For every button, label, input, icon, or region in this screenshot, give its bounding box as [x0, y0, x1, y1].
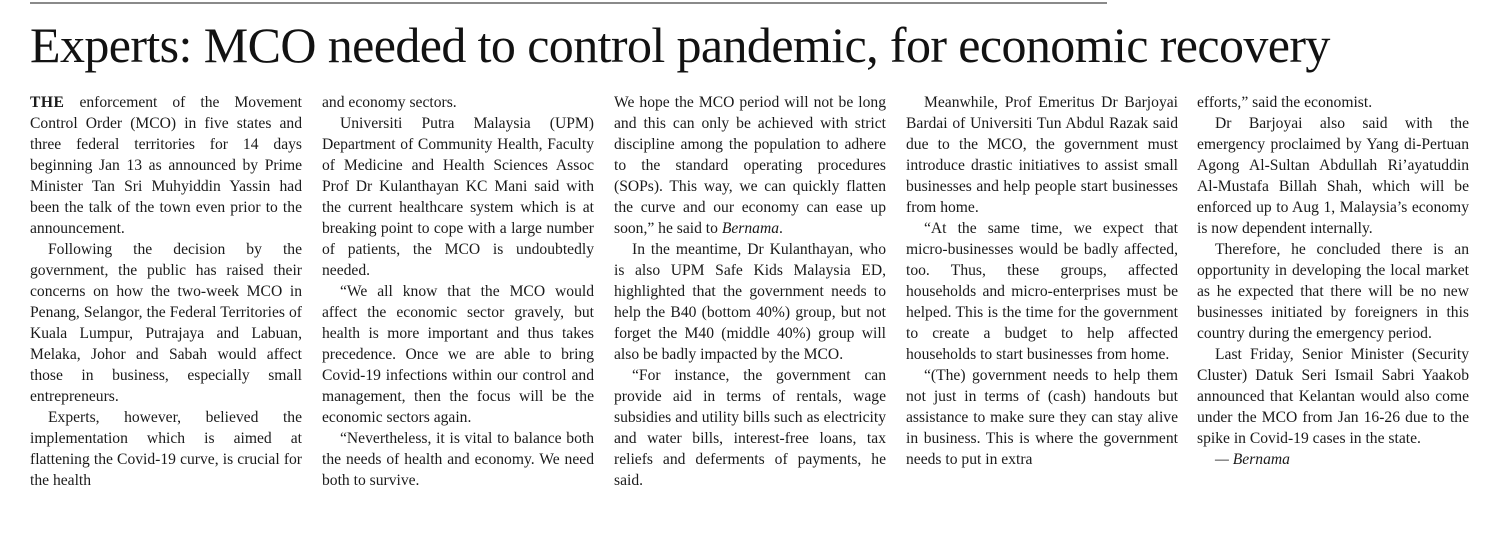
top-divider-rule [30, 2, 1107, 4]
paragraph-11: “(The) government needs to help them not just in terms of (cash) handouts but assistance to make sure they can stay alive in business. This is where the government needs to put in extra [906, 367, 1178, 468]
text-column-3 [614, 92, 886, 554]
paragraph-3-continued: and economy sectors. [322, 94, 457, 111]
text-column-2 [322, 92, 594, 554]
paragraph-4: Universiti Putra Malaysia (UPM) Department of Community Health, Faculty of Medicine and Health Sciences Assoc Prof Dr Kulanthayan KC Mani said with the current healthcare system which is at breaking point to cope with a large number of patients, the MCO is undoubtedly needed. [322, 115, 594, 279]
paragraph-6-period: . [779, 220, 783, 237]
paragraph-9: Meanwhile, Prof Emeritus Dr Barjoyai Bardai of Universiti Tun Abdul Razak said due to the MCO, the government must introduce drastic initiatives to assist small businesses and help people start businesses from home. [906, 94, 1178, 216]
paragraph-6-continued [614, 92, 886, 239]
byline [1197, 449, 1469, 470]
paragraph-7: In the meantime, Dr Kulanthayan, who is also UPM Safe Kids Malaysia ED, highlighted that the government needs to help the B40 (bottom 40%) group, but not forget the M40 (middle 40%) group will also be badly impacted by the MCO. [614, 241, 886, 363]
paragraph-6: “Nevertheless, it is vital to balance both the needs of health and economy. We need both to survive. [322, 430, 594, 489]
lead-word: THE [30, 94, 65, 111]
byline-text: — Bernama [1215, 451, 1290, 468]
paragraph-2: Following the decision by the government, the public has raised their concerns on how the two-week MCO in Penang, Selangor, the Federal Territories of Kuala Lumpur, Putrajaya and Labuan, Melaka, Johor and Sabah would affect those in business, especially small entrepreneurs. [30, 241, 302, 405]
paragraph-11-continued: efforts,” said the economist. [1197, 94, 1373, 111]
paragraph-1-text: enforcement of the Movement Control Order (MCO) in five states and three federal territories for 14 days beginning Jan 13 as announced by Prime Minister Tan Sri Muhyiddin Yassin had been the talk of the town even prior to the announcement. [30, 94, 302, 237]
text-column-5 [1197, 92, 1469, 554]
text-column-4 [906, 92, 1178, 554]
paragraph-3: Experts, however, believed the implementation which is aimed at flattening the Covid-19 curve, is crucial for the health [30, 409, 302, 489]
paragraph-12: Dr Barjoyai also said with the emergency proclaimed by Yang di-Pertuan Agong Al-Sultan Abdullah Ri’ayatuddin Al-Mustafa Billah Shah, which will be enforced up to Aug 1, Malaysia’s economy is now dependent internally. [1197, 115, 1469, 237]
article-headline: Experts: MCO needed to control pandemic, for economic recovery [30, 17, 1330, 73]
paragraph-8: “For instance, the government can provide aid in terms of rentals, wage subsidies and utility bills such as electricity and water bills, interest-free loans, tax reliefs and deferments of payments, he said. [614, 367, 886, 489]
paragraph-1 [30, 92, 302, 239]
paragraph-5: “We all know that the MCO would affect the economic sector gravely, but health is more important and thus takes precedence. Once we are able to bring Covid-19 infections within our control and management, then the focus will be the economic sectors again. [322, 283, 594, 426]
text-column-1 [30, 92, 302, 554]
news-agency-credit: Bernama [721, 220, 780, 237]
paragraph-10: “At the same time, we expect that micro-businesses would be badly affected, too. Thus, these groups, affected households and micro-enterprises must be helped. This is the time for the government to create a budget to help affected households to start businesses from home. [906, 220, 1178, 363]
paragraph-13: Therefore, he concluded there is an opportunity in developing the local market as he expected that there will be no new businesses initiated by foreigners in this country during the emergency period. [1197, 241, 1469, 342]
paragraph-6-continued-text: We hope the MCO period will not be long and this can only be achieved with strict discipline among the population to adhere to the standard operating procedures (SOPs). This way, we can quickly flatten the curve and our economy can ease up soon,” he said to [614, 94, 886, 237]
article-body [30, 92, 1480, 554]
paragraph-14: Last Friday, Senior Minister (Security Cluster) Datuk Seri Ismail Sabri Yaakob announced that Kelantan would also come under the MCO from Jan 16-26 due to the spike in Covid-19 cases in the state. [1197, 346, 1469, 447]
